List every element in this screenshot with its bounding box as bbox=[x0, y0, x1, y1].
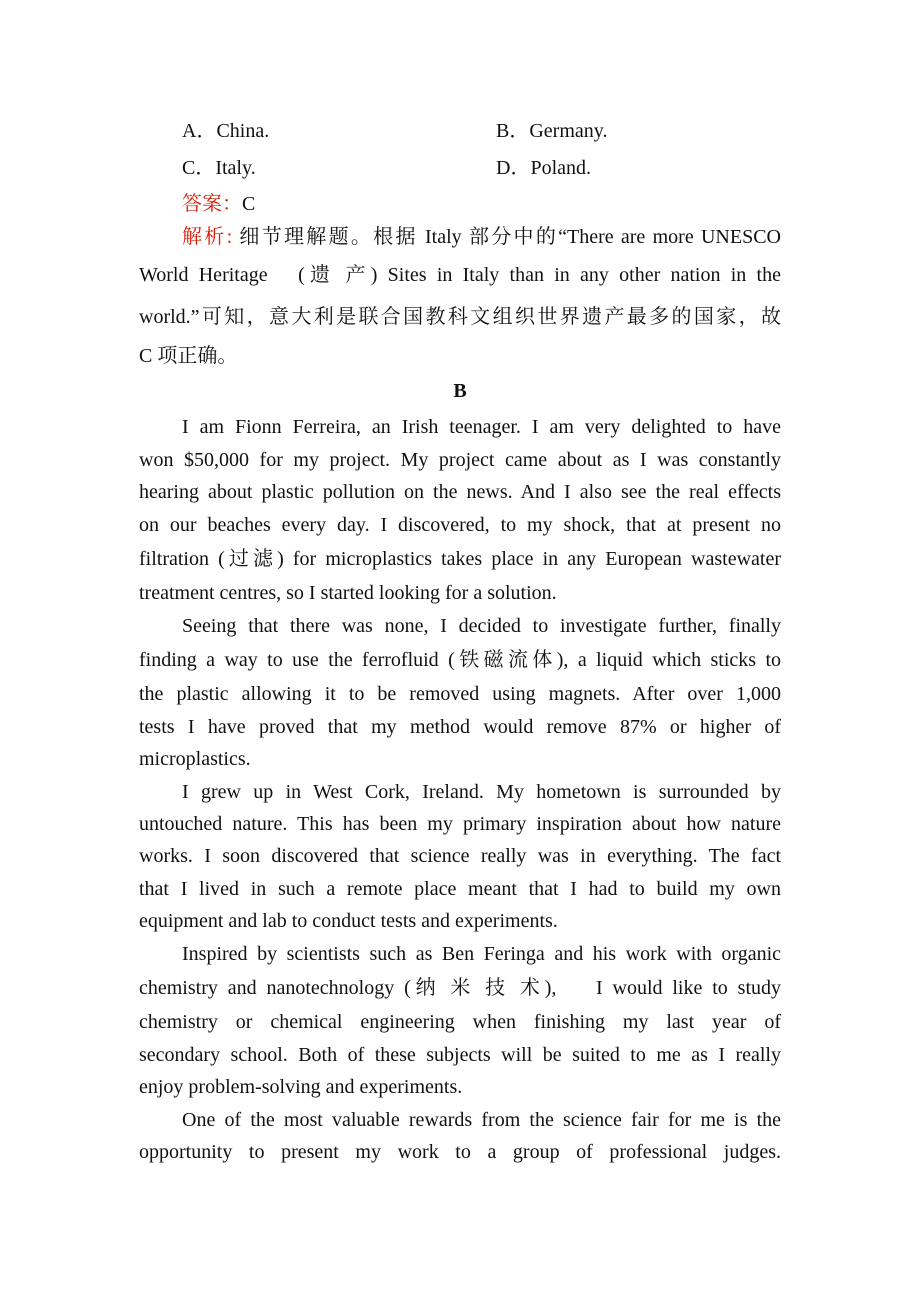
analysis-line-4: C 项正确。 bbox=[139, 345, 238, 367]
passage-line: enjoy problem-solving and experiments. bbox=[139, 1076, 463, 1098]
passage-line: untouched nature. This has been my primary inspiration about how nature bbox=[139, 813, 781, 835]
passage-line: works. I soon discovered that science really was in everything. The fact bbox=[139, 845, 781, 867]
analysis-label: 解析: bbox=[182, 226, 233, 248]
passage-line: the plastic allowing it to be removed using magnets. After over 1,000 bbox=[139, 683, 781, 705]
analysis-line-1 bbox=[182, 223, 781, 251]
option-c: C．Italy. bbox=[182, 157, 256, 179]
passage-line: chemistry and nanotechnology (纳 米 技 术), I would like to study bbox=[139, 977, 781, 999]
option-b: B．Germany. bbox=[496, 120, 608, 142]
answer-line bbox=[182, 187, 255, 216]
analysis-line-2: World Heritage (遗 产) Sites in Italy than in any other nation in the bbox=[139, 264, 781, 286]
passage-line: secondary school. Both of these subjects will be suited to me as I really bbox=[139, 1044, 781, 1066]
passage-line: finding a way to use the ferrofluid (铁磁流体), a liquid which sticks to bbox=[139, 649, 781, 671]
passage-line: microplastics. bbox=[139, 748, 251, 770]
passage-line: filtration (过滤) for microplastics takes place in any European wastewater bbox=[139, 548, 781, 570]
passage-line: Seeing that there was none, I decided to investigate further, finally bbox=[182, 615, 781, 637]
passage-line: hearing about plastic pollution on the news. And I also see the real effects bbox=[139, 481, 781, 503]
passage-line: equipment and lab to conduct tests and experiments. bbox=[139, 910, 558, 932]
passage-line: treatment centres, so I started looking for a solution. bbox=[139, 582, 557, 604]
passage-line: chemistry or chemical engineering when finishing my last year of bbox=[139, 1011, 781, 1033]
analysis-text-1: 细节理解题。根据 Italy 部分中的“There are more UNESCO bbox=[232, 226, 781, 248]
option-d: D．Poland. bbox=[496, 157, 591, 179]
passage-line: One of the most valuable rewards from the science fair for me is the bbox=[182, 1109, 781, 1131]
analysis-line-3: world.”可知，意大利是联合国教科文组织世界遗产最多的国家，故 bbox=[139, 306, 781, 328]
passage-line: Inspired by scientists such as Ben Feringa and his work with organic bbox=[182, 943, 781, 965]
answer-value: C bbox=[242, 193, 256, 215]
passage-line: won $50,000 for my project. My project came about as I was constantly bbox=[139, 449, 781, 471]
option-a: A．China. bbox=[182, 120, 270, 142]
passage-line: I am Fionn Ferreira, an Irish teenager. I am very delighted to have bbox=[182, 416, 781, 438]
passage-line: I grew up in West Cork, Ireland. My hometown is surrounded by bbox=[182, 781, 781, 803]
answer-label: 答案： bbox=[182, 193, 242, 215]
passage-line: opportunity to present my work to a group of professional judges. bbox=[139, 1141, 781, 1163]
section-heading: B bbox=[453, 380, 467, 402]
passage-line: that I lived in such a remote place meant that I had to build my own bbox=[139, 878, 781, 900]
passage-line: tests I have proved that my method would remove 87% or higher of bbox=[139, 716, 781, 738]
passage-line: on our beaches every day. I discovered, to my shock, that at present no bbox=[139, 514, 781, 536]
